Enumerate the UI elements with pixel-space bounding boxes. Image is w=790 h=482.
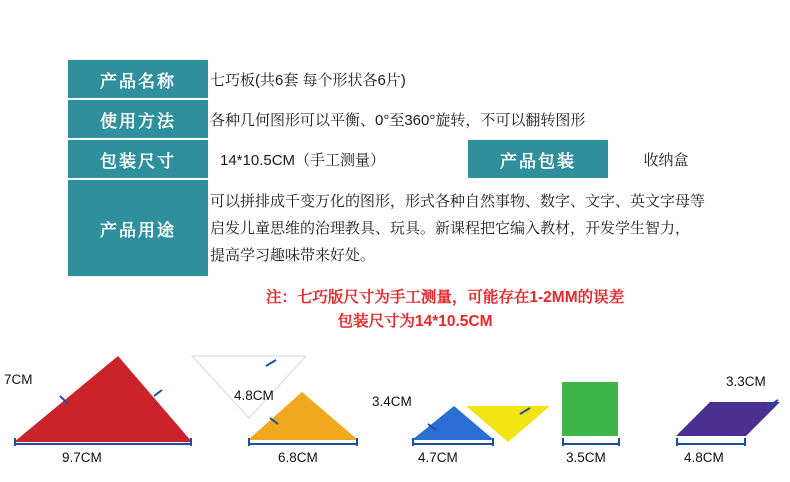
measurement-note-line-2: 包装尺寸为14*10.5CM [337, 313, 493, 330]
green-square-baseline-tick-left [562, 438, 564, 446]
row-value-product-use [209, 179, 723, 277]
table-row [67, 139, 723, 179]
purple-parallelogram-side-label: 3.3CM [726, 374, 766, 389]
spec-table [66, 58, 724, 278]
purple-parallelogram-width-label: 4.8CM [684, 450, 724, 465]
green-square [562, 382, 618, 436]
table-row [67, 59, 723, 99]
shape-dimension-diagram [0, 346, 790, 482]
green-square-baseline-tick-right [618, 438, 620, 446]
blue-triangle-height-label: 3.4CM [372, 394, 412, 409]
orange-triangle-baseline-tick-left [248, 438, 250, 446]
table-row [67, 179, 723, 277]
blue-triangle-baseline-tick-left [412, 438, 414, 446]
row-label-package-type: 产品包装 [466, 140, 610, 178]
row-label-usage-method: 使用方法 [67, 99, 209, 139]
purple-parallelogram-baseline-tick-right [744, 438, 746, 446]
row-value-package-type: 收纳盒 [610, 140, 722, 178]
purple-parallelogram-baseline [676, 443, 746, 445]
package-row-wrapper [210, 140, 722, 178]
row-label-product-name: 产品名称 [67, 59, 209, 99]
purple-parallelogram [666, 382, 790, 440]
red-triangle-baseline-tick-right [190, 438, 192, 446]
use-line-1: 可以拼排成千变万化的图形，形式各种自然事物、数字、文字、英文字母等 [210, 192, 706, 210]
blue-triangle-baseline [412, 443, 494, 445]
orange-triangle-height-label: 4.8CM [234, 388, 274, 403]
red-triangle-height-label: 7CM [4, 372, 33, 387]
orange-triangle-width-label: 6.8CM [278, 450, 318, 465]
row-value-usage-method: 各种几何图形可以平衡、0°至360°旋转，不可以翻转图形 [209, 99, 723, 139]
row-label-package-size: 包装尺寸 [67, 139, 209, 179]
row-value-product-name: 七巧板(共6套 每个形状各6片) [209, 59, 723, 99]
table-row [67, 99, 723, 139]
green-square-baseline [562, 443, 620, 445]
purple-parallelogram-baseline-tick-left [676, 438, 678, 446]
use-line-3: 提高学习趣味带来好处。 [210, 246, 376, 264]
measurement-note [0, 286, 790, 334]
row-label-product-use: 产品用途 [67, 179, 209, 277]
red-triangle-baseline-tick-left [14, 438, 16, 446]
blue-triangle-width-label: 4.7CM [418, 450, 458, 465]
blue-yellow-triangle-group [402, 386, 552, 444]
row-value-package-size: 14*10.5CM（手工测量） [210, 140, 466, 178]
row-value-package-cell [209, 139, 723, 179]
blue-triangle-baseline-tick-right [492, 438, 494, 446]
red-triangle-baseline [14, 443, 192, 445]
red-triangle-width-label: 9.7CM [62, 450, 102, 465]
green-square-width-label: 3.5CM [566, 450, 606, 465]
use-line-2: 启发儿童思维的治理教具、玩具。新课程把它编入教材，开发学生智力， [210, 219, 691, 237]
orange-triangle-baseline [248, 443, 358, 445]
orange-triangle-baseline-tick-right [356, 438, 358, 446]
measurement-note-line-1: 注：七巧版尺寸为手工测量，可能存在1-2MM的误差 [265, 289, 625, 306]
